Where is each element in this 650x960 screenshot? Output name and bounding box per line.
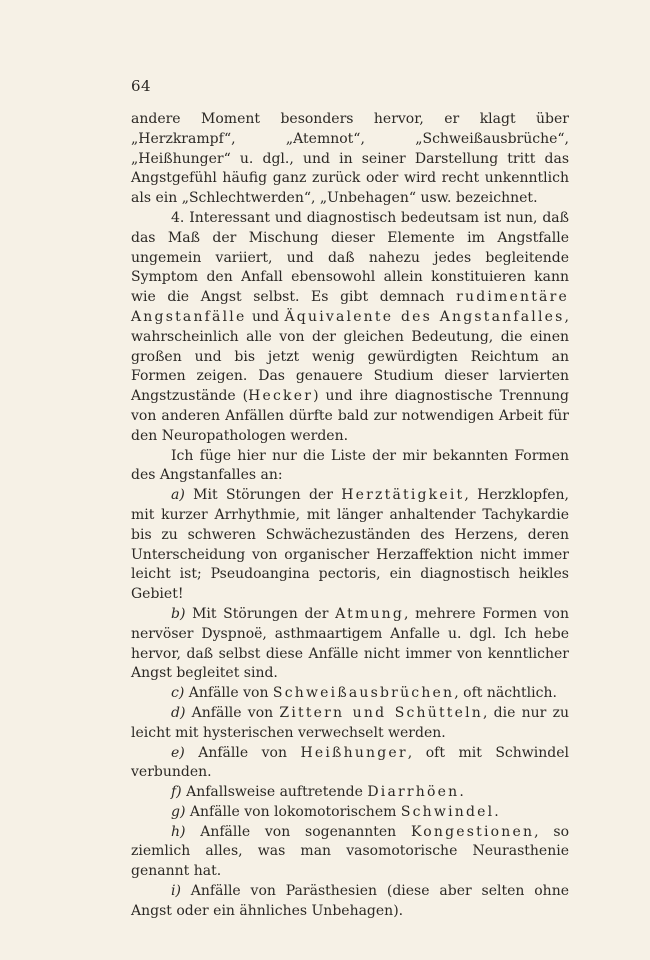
text-run: Mit Störungen der: [185, 605, 336, 622]
spaced-term: Diarrhöen: [367, 784, 460, 801]
text-run: und: [246, 308, 285, 325]
spaced-term: rudimentäre Angstanfälle: [131, 289, 569, 325]
spaced-term: Atmung: [335, 605, 405, 622]
text-run: Anfälle von lokomotorischem: [185, 803, 401, 820]
author-name: Hecker: [248, 388, 314, 405]
item-label: b): [171, 605, 186, 622]
text-run: ) und ihre diagnostische Trennung von anderen Anfällen dürfte bald zur notwendigen Arbeit für den Neuropathologen werden.: [131, 388, 569, 444]
text-run: , mehrere Formen von nervöser Dyspnoë, asthmaartigem Anfalle u. dgl. Ich hebe hervor, daß selbst diese Anfälle nicht immer von kenntlicher Angst begleitet sind.: [131, 605, 569, 682]
list-item: [131, 684, 569, 704]
list-item: [131, 823, 569, 882]
text-run: Mit Störungen der: [184, 487, 342, 504]
text-run: Anfälle von Parästhesien (diese aber selten ohne Angst oder ein ähnliches Unbehagen).: [131, 883, 569, 919]
page-body: [131, 110, 569, 922]
text-run: , die nur zu leicht mit hysterischen verwechselt werden.: [131, 704, 569, 741]
list-item: [131, 486, 569, 605]
text-run: .: [459, 784, 464, 801]
text-run: , oft nächtlich.: [454, 685, 557, 702]
spaced-term: Äquivalente des Angstanfalles: [284, 308, 565, 325]
text-run: andere Moment besonders hervor, er klagt über „Herzkrampf“, „Atemnot“, „Schweißausbrüche“, „Heißhunger“ u. dgl., und in seiner Darstellung tritt das Angstgefühl häufig ganz zurück oder wird recht unkenntlich als ein „Schlechtwerden“, „Unbehagen“ usw. bezeichnet.: [131, 111, 569, 207]
text-run: .: [494, 803, 499, 820]
spaced-term: Schweißausbrüchen: [272, 685, 455, 702]
text-run: Ich füge hier nur die Liste der mir bekannten Formen des Angstanfalles an:: [131, 447, 569, 484]
list-item: [131, 882, 569, 922]
text-run: , wahrscheinlich alle von der gleichen Bedeutung, die einen großen und bis jetzt wenig gewürdigten Reichtum an Formen zeigen. Das genauere Studium dieser larvierten Angstzustände (: [131, 308, 569, 405]
list-item: [131, 605, 569, 684]
text-run: Anfälle von sogenannten: [185, 823, 411, 840]
list-item: [131, 783, 569, 803]
item-label: d): [171, 704, 186, 721]
spaced-term: Schwindel: [400, 803, 495, 820]
item-label: h): [171, 823, 186, 840]
paragraph-list-intro: [131, 447, 569, 487]
item-label: i): [171, 883, 181, 900]
list-item: [131, 704, 569, 744]
paragraph-continuation: [131, 110, 569, 209]
text-run: , oft mit Schwindel verbunden.: [131, 744, 569, 781]
text-run: Anfallsweise auftretende: [181, 784, 368, 801]
spaced-term: Zittern und Schütteln: [279, 704, 483, 721]
paragraph-point-4: [131, 209, 569, 447]
text-run: , Herzklopfen, mit kurzer Arrhythmie, mit länger anhaltender Tachykardie bis zu schweren Schwächezuständen des Herzens, deren Unterscheidung von organischer Herzaffektion nicht immer leicht ist; Pseudoangina pectoris, ein diagnostisch heikles Gebiet!: [131, 487, 569, 603]
text-run: , so ziemlich alles, was man vasomotorische Neurasthenie genannt hat.: [131, 823, 569, 880]
text-run: Anfälle von: [184, 744, 301, 761]
text-run: Anfälle von: [184, 685, 273, 702]
item-label: f): [171, 784, 182, 801]
item-label: c): [171, 685, 185, 702]
spaced-term: Heißhunger: [300, 744, 408, 761]
item-label: g): [171, 803, 186, 820]
text-run: Anfälle von: [185, 704, 280, 721]
list-item: [131, 744, 569, 784]
item-label: a): [171, 487, 185, 504]
spaced-term: Herztätigkeit: [341, 487, 465, 504]
list-item: [131, 803, 569, 823]
spaced-term: Kongestionen: [410, 823, 535, 840]
item-label: e): [171, 744, 185, 761]
text-run: 4. Interessant und diagnostisch bedeutsam ist nun, daß das Maß der Mischung dieser Elemente im Angstfalle ungemein variiert, und daß nahezu jedes begleitende Symptom den Anfall ebensowohl allein konstituieren kann wie die Angst selbst. Es gibt demnach: [131, 209, 569, 306]
page-number: 64: [131, 77, 152, 95]
